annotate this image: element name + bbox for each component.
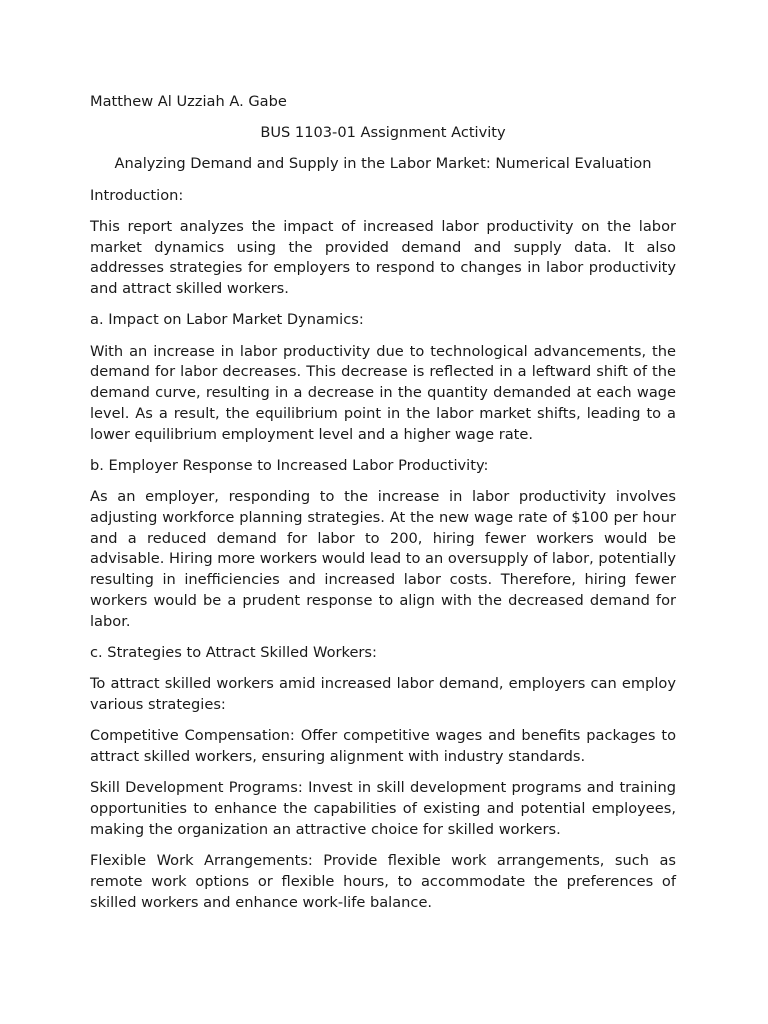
strategy-flexible-work: Flexible Work Arrangements: Provide flexible work arrangements, such as remote work options or flexible hours, to accommodate the preferences of skilled workers and enhance work-life balance. xyxy=(90,851,676,911)
section-a-paragraph: With an increase in labor productivity due to technological advancements, the demand for labor decreases. This decrease is reflected in a leftward shift of the demand curve, resulting in a decrease in the quantity demanded at each wage level. As a result, the equilibrium point in the labor market shifts, leading to a lower equilibrium employment level and a higher wage rate. xyxy=(90,342,676,443)
document-title: Analyzing Demand and Supply in the Labor Market: Numerical Evaluation xyxy=(114,155,652,173)
author-name: Matthew Al Uzziah A. Gabe xyxy=(90,93,287,110)
strategy-skill-development: Skill Development Programs: Invest in skill development programs and training opportunities to enhance the capabilities of existing and potential employees, making the organization an attractive choice for skilled workers. xyxy=(90,779,676,838)
section-b-paragraph: As an employer, responding to the increase in labor productivity involves adjusting workforce planning strategies. At the new wage rate of $100 per hour and a reduced demand for labor to 200, hiring fewer workers would be advisable. Hiring more workers would lead to an oversupply of labor, potentially resulting in inefficiencies and increased labor costs. Therefore, hiring fewer workers would be a prudent response to align with the decreased demand for labor. xyxy=(90,488,676,630)
course-title: BUS 1103-01 Assignment Activity xyxy=(260,124,506,142)
strategy-competitive-compensation: Competitive Compensation: Offer competitive wages and benefits packages to attract skilled workers, ensuring alignment with industry standards. xyxy=(90,727,676,766)
intro-paragraph: This report analyzes the impact of increased labor productivity on the labor market dynamics using the provided demand and supply data. It also addresses strategies for employers to respond to changes in labor productivity and attract skilled workers. xyxy=(90,217,676,298)
section-c-heading: c. Strategies to Attract Skilled Workers: xyxy=(90,644,377,662)
section-a-heading: a. Impact on Labor Market Dynamics: xyxy=(90,311,364,329)
section-c-paragraph: To attract skilled workers amid increased labor demand, employers can employ various strategies: xyxy=(90,675,676,714)
intro-heading: Introduction: xyxy=(90,186,184,204)
document-page xyxy=(90,92,676,924)
section-b-heading: b. Employer Response to Increased Labor Productivity: xyxy=(90,456,489,474)
